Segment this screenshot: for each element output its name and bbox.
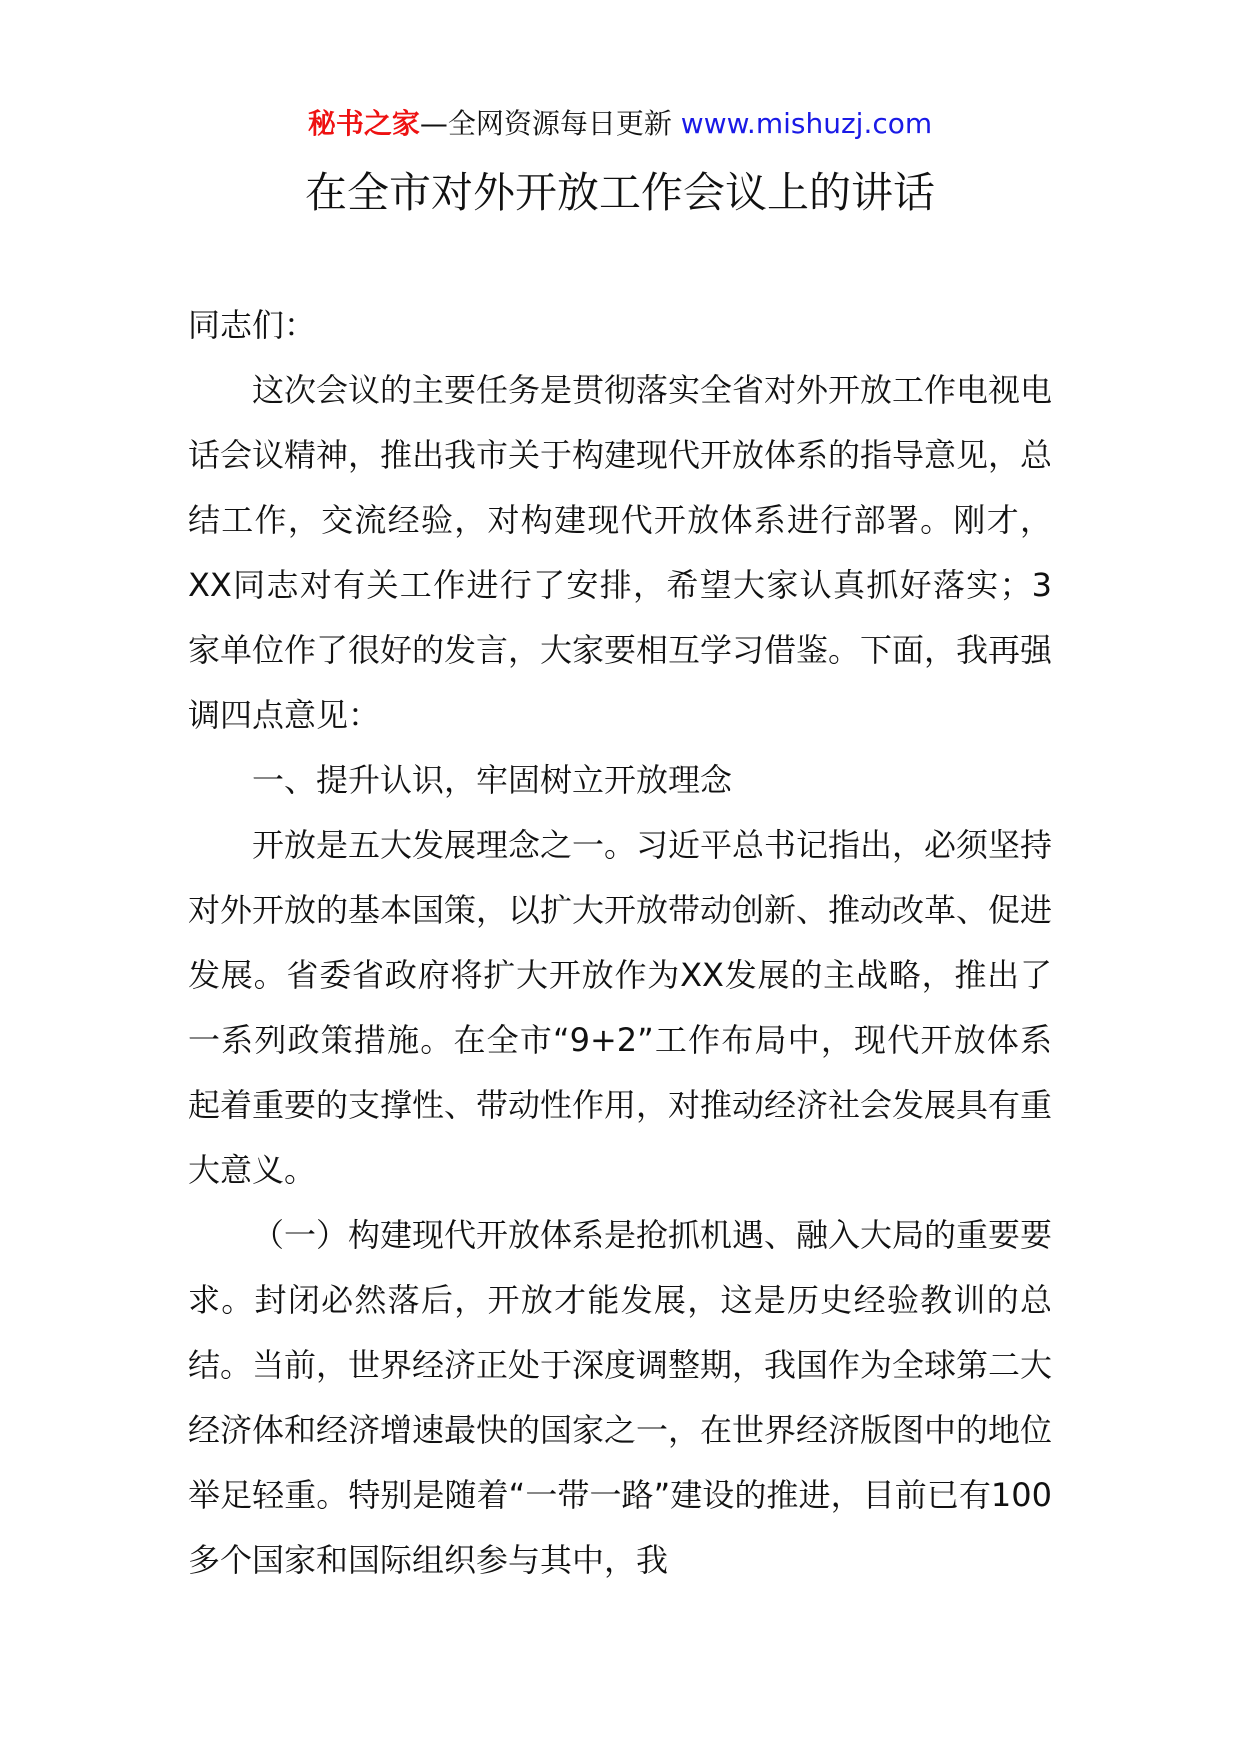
paragraph: 这次会议的主要任务是贯彻落实全省对外开放工作电视电话会议精神，推出我市关于构建现代开放体系的指导意见，总结工作，交流经验，对构建现代开放体系进行部署。刚才，XX同志对有关工作进行了安排，希望大家认真抓好落实；3家单位作了很好的发言，大家要相互学习借鉴。下面，我再强调四点意见： bbox=[188, 371, 1053, 734]
paragraph: （一）构建现代开放体系是抢抓机遇、融入大局的重要要求。封闭必然落后，开放才能发展，这是历史经验教训的总结。当前，世界经济正处于深度调整期，我国作为全球第二大经济体和经济增速最快的国家之一，在世界经济版图中的地位举足轻重。特别是随着“一带一路”建设的推进，目前已有100多个国家和国际组织参与其中，我 bbox=[188, 1216, 1053, 1579]
section-heading: 一、提升认识，牢固树立开放理念 bbox=[252, 761, 733, 799]
brand-name: 秘书之家 bbox=[307, 107, 420, 140]
document-body bbox=[188, 293, 1052, 1593]
site-header bbox=[0, 104, 1240, 144]
document-title: 在全市对外开放工作会议上的讲话 bbox=[304, 168, 935, 217]
header-tagline: —全网资源每日更新 bbox=[419, 107, 672, 140]
salutation: 同志们： bbox=[188, 306, 317, 344]
paragraph: 开放是五大发展理念之一。习近平总书记指出，必须坚持对外开放的基本国策，以扩大开放带动创新、推动改革、促进发展。省委省政府将扩大开放作为XX发展的主战略，推出了一系列政策措施。在全市“9+2”工作布局中，现代开放体系起着重要的支撑性、带动性作用，对推动经济社会发展具有重大意义。 bbox=[188, 826, 1053, 1189]
site-url-link[interactable]: www.mishuzj.com bbox=[680, 107, 933, 140]
